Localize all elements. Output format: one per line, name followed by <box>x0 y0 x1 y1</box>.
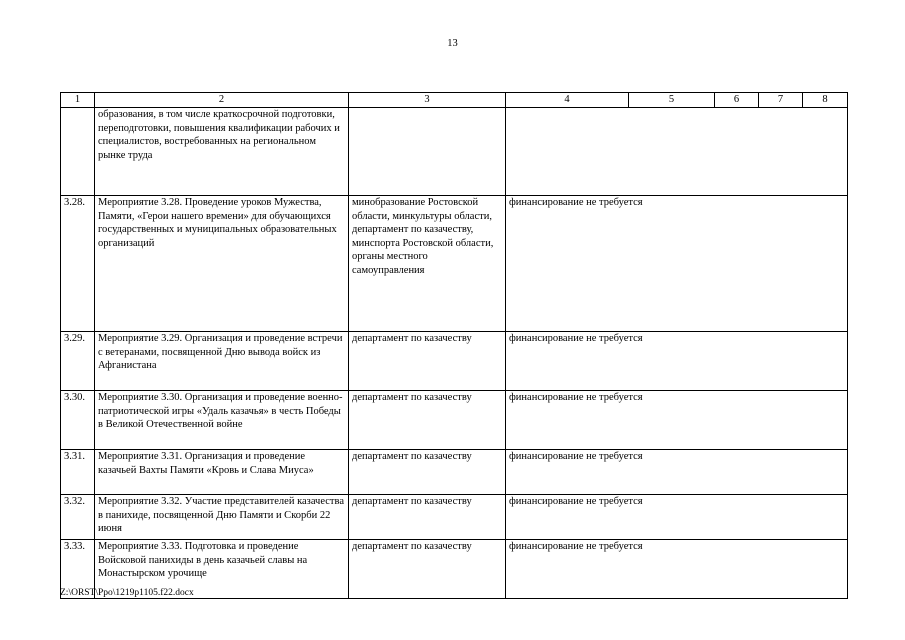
column-header: 6 <box>715 93 759 108</box>
executor-cell <box>349 108 506 196</box>
row-number: 3.32. <box>61 495 95 540</box>
table-row <box>61 495 848 540</box>
column-header: 7 <box>759 93 803 108</box>
executor-cell: департамент по казачеству <box>349 495 506 540</box>
table-row <box>61 196 848 332</box>
column-header: 8 <box>803 93 848 108</box>
financing-note: финансирование не требуется <box>506 196 848 332</box>
measure-name: Мероприятие 3.29. Организация и проведение встречи с ветеранами, посвященной Дню вывода войск из Афганистана <box>95 332 349 391</box>
table-row <box>61 391 848 450</box>
measure-name: Мероприятие 3.28. Проведение уроков Мужества, Памяти, «Герои нашего времени» для обучающихся государственных и муниципальных образовательных организаций <box>95 196 349 332</box>
executor-cell: минобразование Ростовской области, минкультуры области, департамент по казачеству, минспорта Ростовской области, органы местного самоуправления <box>349 196 506 332</box>
row-number: 3.28. <box>61 196 95 332</box>
executor-cell: департамент по казачеству <box>349 332 506 391</box>
financing-note: финансирование не требуется <box>506 540 848 599</box>
column-header: 1 <box>61 93 95 108</box>
measures-table <box>60 92 848 599</box>
footer-file-path: Z:\ORST\Ppo\1219p1105.f22.docx <box>60 588 194 598</box>
row-number: 3.31. <box>61 450 95 495</box>
table-header-row <box>61 93 848 108</box>
column-header: 2 <box>95 93 349 108</box>
column-header: 3 <box>349 93 506 108</box>
column-header: 5 <box>629 93 715 108</box>
financing-note <box>506 108 848 196</box>
row-number: 3.30. <box>61 391 95 450</box>
column-header: 4 <box>506 93 629 108</box>
executor-cell: департамент по казачеству <box>349 540 506 599</box>
financing-note: финансирование не требуется <box>506 450 848 495</box>
financing-note: финансирование не требуется <box>506 495 848 540</box>
financing-note: финансирование не требуется <box>506 391 848 450</box>
row-number <box>61 108 95 196</box>
row-number: 3.33. <box>61 540 95 599</box>
executor-cell: департамент по казачеству <box>349 391 506 450</box>
measure-name: Мероприятие 3.30. Организация и проведение военно-патриотической игры «Удаль казачья» в честь Победы в Великой Отечественной войне <box>95 391 349 450</box>
measure-name: Мероприятие 3.31. Организация и проведение казачьей Вахты Памяти «Кровь и Слава Миуса» <box>95 450 349 495</box>
executor-cell: департамент по казачеству <box>349 450 506 495</box>
page-number: 13 <box>447 38 458 49</box>
measure-name: Мероприятие 3.33. Подготовка и проведение Войсковой панихиды в день казачьей славы на Монастырском урочище <box>95 540 349 599</box>
table-row <box>61 108 848 196</box>
financing-note: финансирование не требуется <box>506 332 848 391</box>
measure-name: образования, в том числе краткосрочной подготовки, переподготовки, повышения квалификации рабочих и специалистов, востребованных на региональном рынке труда <box>95 108 349 196</box>
table-row <box>61 450 848 495</box>
table-row <box>61 332 848 391</box>
measure-name: Мероприятие 3.32. Участие представителей казачества в панихиде, посвященной Дню Памяти и Скорби 22 июня <box>95 495 349 540</box>
row-number: 3.29. <box>61 332 95 391</box>
